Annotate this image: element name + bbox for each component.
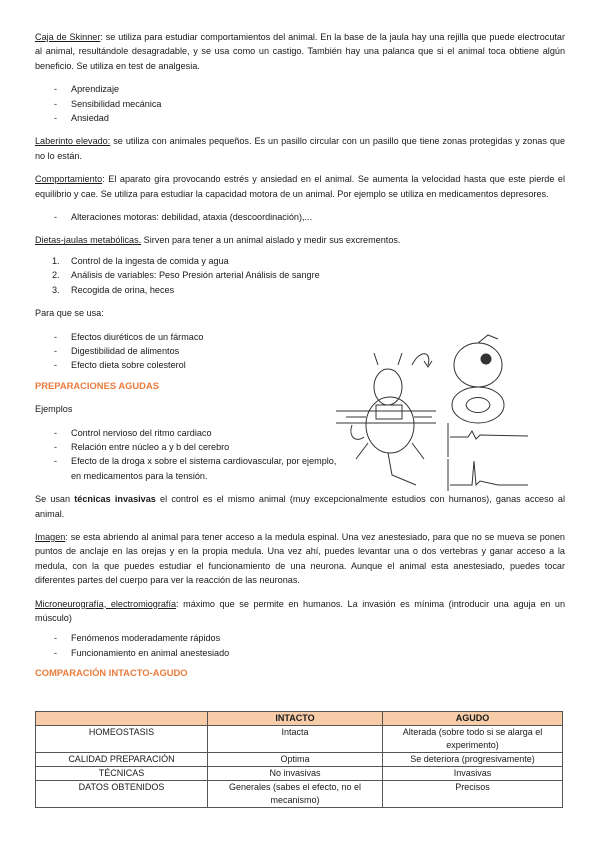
- skinner-text: : se utiliza para estudiar comportamientos del animal. En la base de la jaula hay una rejilla que puede electrocutar al animal, resultándole desagradable, y se usa como un castigo. También hay una palanca que si el animal toca obtiene algún beneficio. Se utiliza en test de analgesia.: [35, 32, 565, 71]
- list-item: - Aprendizaje: [35, 82, 565, 96]
- list-number: 3.: [52, 284, 60, 295]
- table-header-cell: INTACTO: [208, 712, 383, 726]
- agudas-list: [35, 426, 345, 484]
- table-header-cell: [36, 712, 208, 726]
- table-cell: Precisos: [383, 781, 563, 808]
- table-row: [36, 726, 563, 753]
- comparacion-heading: COMPARACIÓN INTACTO-AGUDO: [35, 667, 188, 679]
- list-item: [35, 254, 565, 268]
- list-item: - Ansiedad: [35, 111, 565, 125]
- list-item: - Efecto de la droga x sobre el sistema cardiovascular, por ejemplo, en medicamentos para la tensión.: [35, 454, 345, 483]
- table-cell: Optima: [208, 753, 383, 767]
- table-cell: No invasivas: [208, 767, 383, 781]
- imagen-paragraph: [35, 530, 565, 588]
- laberinto-paragraph: [35, 134, 565, 163]
- list-text: Recogida de orina, heces: [71, 284, 175, 295]
- micro-paragraph: [35, 597, 565, 626]
- table-cell: Intacta: [208, 726, 383, 753]
- list-item: - Alteraciones motoras: debilidad, ataxia (descoordinación),...: [35, 210, 565, 224]
- table-cell: Invasivas: [383, 767, 563, 781]
- dietas-paragraph: [35, 233, 565, 247]
- list-text: Control de la ingesta de comida y agua: [71, 255, 229, 266]
- micro-list: [35, 631, 565, 660]
- ejemplos-label: Ejemplos: [35, 404, 73, 415]
- table-cell: TÉCNICAS: [36, 767, 208, 781]
- list-item: - Efecto dieta sobre colesterol: [35, 358, 565, 372]
- skinner-title: Caja de Skinner: [35, 32, 101, 42]
- table-row: [36, 753, 563, 767]
- acute-preparation-figure: [328, 325, 560, 495]
- list-item: - Relación entre núcleo a y b del cerebro: [35, 440, 345, 454]
- table-cell: CALIDAD PREPARACIÓN: [36, 753, 208, 767]
- imagen-text: : se esta abriendo al animal para tener acceso a la medula espinal. Una vez anestesiado, para que no se mueva se ponen puntos de anclaje en las orejas y en la propia medula. Una vez ahí, puedes levantar una o dos vertebras y ganar acceso a la medula, con la que puedes estudiar el funcionamiento de una neurona. Aunque el animal esta anestesiado, puedes tocar diferentes partes del cuerpo para ver la reacción de las neuronas.: [35, 531, 565, 586]
- skinner-paragraph: [35, 30, 565, 73]
- table-cell: DATOS OBTENIDOS: [36, 781, 208, 808]
- table-cell: Alterada (sobre todo si se alarga el experimento): [383, 726, 563, 753]
- list-item: [35, 283, 565, 297]
- list-item: - Fenómenos moderadamente rápidos: [35, 631, 565, 645]
- recording-traces: [448, 423, 528, 491]
- table-header-row: [36, 712, 563, 726]
- laberinto-title: Laberinto elevado:: [35, 136, 111, 147]
- laberinto-text: se utiliza con animales pequeños. Es un pasillo circular con un pasillo que tiene zonas protegidas y zonas que no lo están.: [35, 136, 566, 161]
- list-item: - Sensibilidad mecánica: [35, 97, 565, 111]
- imagen-title: Imagen: [35, 531, 66, 542]
- list-item: - Efectos diuréticos de un fármaco: [35, 330, 565, 344]
- list-item: - Digestibilidad de alimentos: [35, 344, 565, 358]
- agudas-heading: PREPARACIONES AGUDAS: [35, 379, 159, 391]
- table-cell: Generales (sabes el efecto, no el mecanismo): [208, 781, 383, 808]
- comparison-table: [35, 711, 563, 808]
- list-item: - Funcionamiento en animal anestesiado: [35, 646, 565, 660]
- list-number: 2.: [52, 270, 60, 281]
- comportamiento-list: [35, 210, 565, 224]
- comportamiento-title: Comportamiento: [35, 174, 103, 185]
- dietas-title: Dietas-jaulas metabólicas.: [35, 235, 142, 246]
- list-number: 1.: [52, 255, 60, 266]
- list-text: Análisis de variables: Peso Presión arterial Análisis de sangre: [71, 270, 320, 281]
- spinal-cord-section-icon: [452, 335, 504, 423]
- invasivas-pre: Se usan: [35, 494, 75, 505]
- dietas-list: [35, 254, 565, 297]
- animal-illustration: [336, 353, 436, 485]
- comportamiento-paragraph: [35, 172, 565, 201]
- table-row: [36, 767, 563, 781]
- comportamiento-text: : El aparato gira provocando estrés y ansiedad en el animal. Se aumenta la velocidad hasta que este pierde el equilibrio y cae. Se utiliza para estudiar la capacidad motora de un animal. Por ejemplo se utiliza en medicamentos depresores.: [35, 174, 565, 199]
- micro-title: Microneurografía, electromiografía: [35, 598, 177, 609]
- table-row: [36, 781, 563, 808]
- usos-title: Para que se usa:: [35, 308, 104, 319]
- list-item: - Control nervioso del ritmo cardiaco: [35, 426, 345, 440]
- table-header-cell: AGUDO: [383, 712, 563, 726]
- micro-text: : máximo que se permite en humanos. La invasión es mínima (introducir una aguja en un músculo): [35, 598, 566, 623]
- table-cell: HOMEOSTASIS: [36, 726, 208, 753]
- invasivas-post: el control es el mismo animal (muy excepcionalmente estudios con humanos), ganas acceso al animal.: [35, 494, 565, 519]
- skinner-list: [35, 82, 565, 125]
- table-cell: Se deteriora (progresivamente): [383, 753, 563, 767]
- invasivas-bold: técnicas invasivas: [74, 494, 156, 505]
- dietas-text: Sirven para tener a un animal aislado y medir sus excrementos.: [141, 235, 401, 246]
- list-item: [35, 268, 565, 282]
- invasivas-paragraph: [35, 492, 565, 521]
